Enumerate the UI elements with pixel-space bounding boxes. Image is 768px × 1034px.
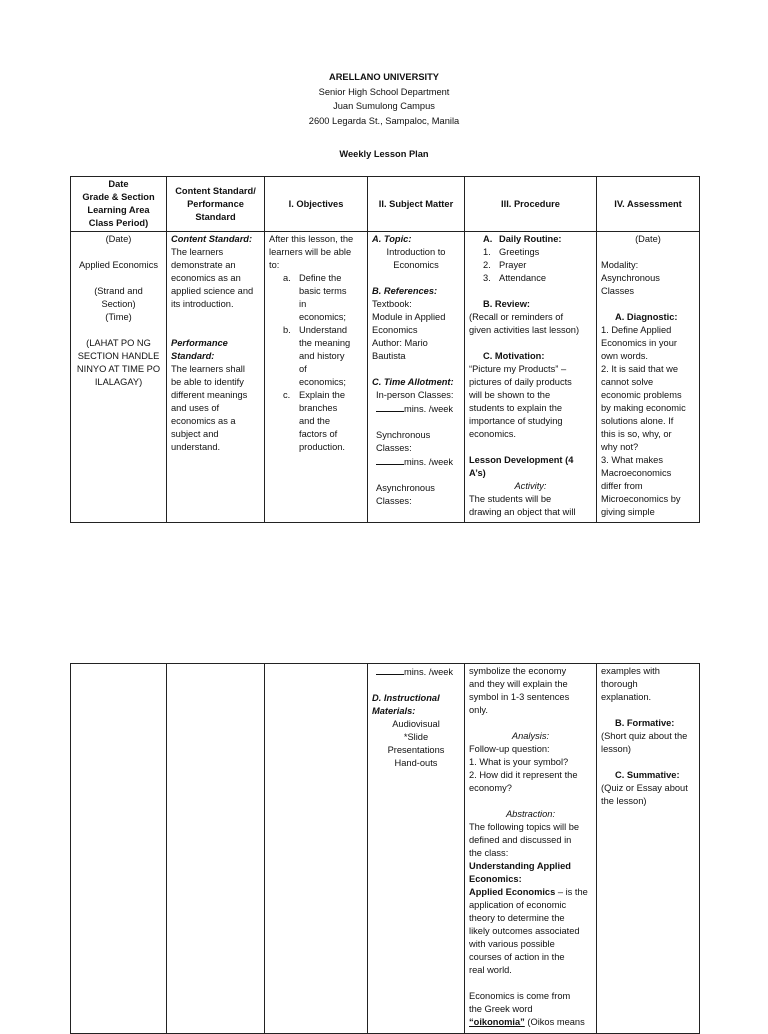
cell-objectives-cont <box>265 664 368 1034</box>
campus-address: 2600 Legarda St., Sampaloc, Manila <box>308 115 460 126</box>
cell-date-grade-cont <box>71 664 167 1034</box>
department-name: Senior High School Department <box>318 86 450 97</box>
header-subject-matter: II. Subject Matter <box>368 177 465 232</box>
cell-subject-matter: A. Topic: Introduction to Economics B. References: Textbook: Module in Applied Economics Author: Mario Bautista C. Time Allotment: In-person Classes: mins. /week Synchronous Classes: mins. /week Asynchronous Classes: <box>368 232 465 523</box>
header-procedure: III. Procedure <box>465 177 597 232</box>
cell-content-standard-cont <box>167 664 265 1034</box>
lesson-plan-table-page2 <box>70 663 700 1034</box>
header-objectives: I. Objectives <box>265 177 368 232</box>
lesson-plan-table-page1 <box>70 176 700 523</box>
header-assessment: IV. Assessment <box>597 177 700 232</box>
table-body-row <box>71 232 700 523</box>
cell-assessment-cont: examples with thorough explanation. B. Formative: (Short quiz about the lesson) C. Summative: (Quiz or Essay about the lesson) <box>597 664 700 1034</box>
cell-date-grade: (Date) Applied Economics (Strand and Section) (Time) (LAHAT PO NG SECTION HANDLE NINYO AT TIME PO ILALAGAY) <box>71 232 167 523</box>
objective-item: b. Understand the meaning and history of economics; <box>283 325 351 387</box>
cell-procedure: A. Daily Routine: 1. Greetings 2. Prayer 3. Attendance B. Review: (Recall or reminders of given activities last lesson) C. Motivation: “Picture my Products” – pictures of daily products will be shown to the students to explain the importance of studying economics. Lesson Development (4 A’s) Activity: The students will be drawing an object that will <box>465 232 597 523</box>
table-header-row <box>71 177 700 232</box>
table-body-row-continued <box>71 664 700 1034</box>
cell-procedure-cont: symbolize the economy and they will explain the symbol in 1-3 sentences only. Analysis: Follow-up question: 1. What is your symbol? 2. How did it represent the economy? Abstraction: The following topics will be defined and discussed in the class: Understanding Applied Economics: Applied Economics – is the application of economic theory to determine the likely outcomes associated with various possible courses of action in the real world. Economics is come from the Greek word “oikonomia” (Oikos means <box>465 664 597 1034</box>
cell-content-standard: Content Standard: The learners demonstrate an economics as an applied science and its introduction. Performance Standard: The learners shall be able to identify different meanings and uses of economics as a subject and understand. <box>167 232 265 523</box>
header-date-grade: Date Grade & Section Learning Area Class Period) <box>71 177 167 232</box>
cell-assessment: (Date) Modality: Asynchronous Classes A. Diagnostic: 1. Define Applied Economics in your own words. 2. It is said that we cannot solve economic problems by making economic solutions alone. If this is so, why, or why not? 3. What makes Macroeconomics differ from Microeconomics by giving simple <box>597 232 700 523</box>
cell-subject-matter-cont: mins. /week D. Instructional Materials: Audiovisual *Slide Presentations Hand-outs <box>368 664 465 1034</box>
header-content-standard: Content Standard/ Performance Standard <box>167 177 265 232</box>
cell-objectives: After this lesson, the learners will be able to: a. Define the basic terms in economics; b. Understand the meaning and history of economics; c. Explain the branches and the factors of production. <box>265 232 368 523</box>
document-header <box>0 70 768 162</box>
objective-item: c. Explain the branches and the factors of production. <box>283 390 345 452</box>
objective-item: a. Define the basic terms in economics; <box>283 273 347 322</box>
plan-title: Weekly Lesson Plan <box>339 149 429 159</box>
university-name: ARELLANO UNIVERSITY <box>328 72 440 82</box>
campus-name: Juan Sumulong Campus <box>333 101 435 111</box>
